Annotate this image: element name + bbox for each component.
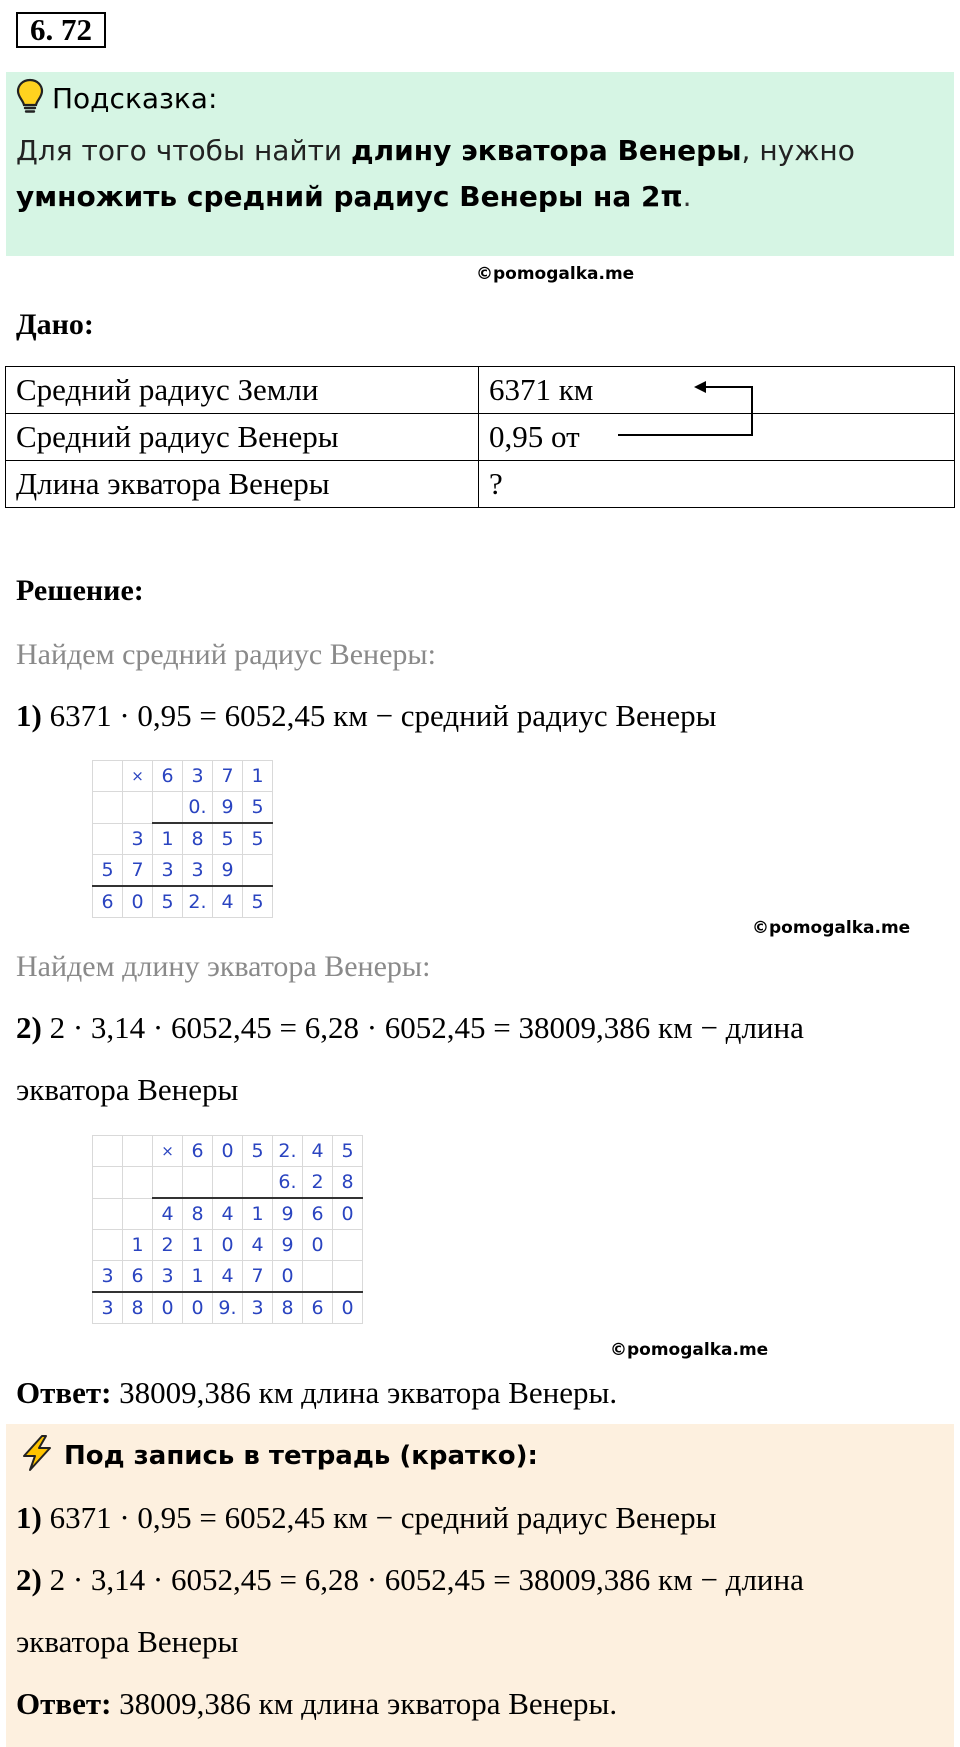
digit-cell [153,792,183,824]
digit-cell: 0 [213,1230,243,1261]
notebook-l1-text: 6371 · 0,95 = 6052,45 км − средний радиус Венеры [41,1500,717,1535]
digit-cell: 4 [153,1198,183,1230]
grid-row [93,1167,363,1199]
digit-cell [333,1261,363,1293]
given-table [5,366,955,508]
step2-num: 2) [16,1010,42,1045]
grid-row [93,855,273,887]
grid-row [93,761,273,792]
hint-part2: , нужно [741,134,855,167]
digit-cell: 7 [123,855,153,887]
digit-cell: 6 [183,1136,213,1167]
digit-cell: × [123,761,153,792]
digit-cell: 9 [273,1198,303,1230]
step1-text: 6371 · 0,95 = 6052,45 км − средний радиус Венеры [41,698,717,733]
grid-row [93,1198,363,1230]
notebook-line-1 [16,1500,716,1536]
digit-cell: 2 [303,1167,333,1199]
reference-arrow [610,375,770,440]
digit-cell: 2 [153,1230,183,1261]
digit-cell: 1 [123,1230,153,1261]
digit-cell: 6 [303,1198,333,1230]
digit-cell [93,1167,123,1199]
digit-cell: 5 [243,1136,273,1167]
digit-cell: 1 [243,1198,273,1230]
digit-cell: 3 [93,1292,123,1324]
notebook-line-2-cont: экватора Венеры [16,1624,239,1659]
given-heading: Дано: [16,308,94,341]
notebook-label: Под запись в тетрадь (кратко): [64,1441,538,1471]
digit-cell: 3 [93,1261,123,1293]
digit-cell: 2. [273,1136,303,1167]
digit-cell: 5 [213,823,243,855]
digit-cell: 1 [153,823,183,855]
digit-cell: 1 [183,1230,213,1261]
digit-cell: 3 [153,855,183,887]
digit-cell [93,761,123,792]
digit-cell: 9 [273,1230,303,1261]
digit-cell [153,1167,183,1199]
given-row [6,367,955,414]
digit-cell: 4 [243,1230,273,1261]
step1-intro: Найдем средний радиус Венеры: [16,638,436,671]
lightning-icon [18,1434,56,1472]
digit-cell [93,823,123,855]
digit-cell: 7 [243,1261,273,1293]
hint-label: Подсказка: [52,82,218,115]
digit-cell: 8 [333,1167,363,1199]
digit-cell: 8 [123,1292,153,1324]
digit-cell: 0 [333,1292,363,1324]
given-label: Длина экватора Венеры [6,461,479,508]
digit-cell: 3 [123,823,153,855]
notebook-title [18,1434,538,1476]
digit-cell: 0 [183,1292,213,1324]
digit-cell: 3 [183,761,213,792]
notebook-l2-text: 2 · 3,14 · 6052,45 = 6,28 · 6052,45 = 38009,386 км − длина [41,1562,804,1597]
digit-cell: 2. [183,886,213,918]
digit-cell [123,1167,153,1199]
digit-cell: 8 [273,1292,303,1324]
digit-cell: 6 [93,886,123,918]
notebook-answer-text: 38009,386 км длина экватора Венеры. [111,1686,618,1721]
step2-intro: Найдем длину экватора Венеры: [16,950,431,983]
given-label: Средний радиус Венеры [6,414,479,461]
grid-row [93,1136,363,1167]
digit-cell: 0. [183,792,213,824]
digit-cell: 0 [273,1261,303,1293]
digit-cell: 5 [243,823,273,855]
multiplication-grid-2 [92,1135,363,1324]
step1-line [16,698,716,734]
watermark: ©pomogalka.me [752,918,911,938]
notebook-answer [16,1686,617,1722]
digit-cell: 6 [123,1261,153,1293]
notebook-line-2 [16,1562,804,1598]
step1-num: 1) [16,698,42,733]
digit-cell [93,792,123,824]
notebook-l2-num: 2) [16,1562,42,1597]
digit-cell [123,1198,153,1230]
digit-cell: 4 [213,1261,243,1293]
given-value: 0,95 от [479,414,955,461]
grid-row [93,886,273,918]
watermark: ©pomogalka.me [476,264,635,284]
given-value: ? [479,461,955,508]
watermark: ©pomogalka.me [610,1340,769,1360]
digit-cell: 8 [183,1198,213,1230]
digit-cell: 0 [123,886,153,918]
grid-row [93,1292,363,1324]
hint-part3: . [682,180,692,213]
digit-cell: 9 [213,792,243,824]
notebook-l1-num: 1) [16,1500,42,1535]
digit-cell: 5 [243,886,273,918]
digit-cell [243,1167,273,1199]
answer-label: Ответ: [16,1375,112,1410]
digit-cell [123,792,153,824]
lightbulb-icon [16,78,44,116]
given-row [6,414,955,461]
digit-cell [93,1198,123,1230]
given-label: Средний радиус Земли [6,367,479,414]
multiplication-grid-1 [92,760,273,918]
grid-row [93,1261,363,1293]
digit-cell [123,1136,153,1167]
answer-line [16,1375,617,1411]
hint-title [16,78,217,120]
digit-cell: 6. [273,1167,303,1199]
hint-bold2: умножить средний радиус Венеры на 2π [16,180,683,213]
task-number: 6. 72 [16,12,106,48]
hint-bold1: длину экватора Венеры [351,134,742,167]
notebook-answer-label: Ответ: [16,1686,112,1721]
digit-cell [333,1230,363,1261]
digit-cell: 6 [303,1292,333,1324]
digit-cell: 7 [213,761,243,792]
digit-cell [213,1167,243,1199]
grid-row [93,792,273,824]
digit-cell: 0 [213,1136,243,1167]
digit-cell: 9 [213,855,243,887]
digit-cell: 4 [213,886,243,918]
digit-cell: 3 [243,1292,273,1324]
digit-cell: 4 [303,1136,333,1167]
digit-cell: 5 [333,1136,363,1167]
digit-cell: 1 [183,1261,213,1293]
digit-cell: 3 [183,855,213,887]
digit-cell: 1 [243,761,273,792]
digit-cell: 6 [153,761,183,792]
digit-cell [183,1167,213,1199]
step2-text: 2 · 3,14 · 6052,45 = 6,28 · 6052,45 = 38009,386 км − длина [41,1010,804,1045]
given-row [6,461,955,508]
given-value: 6371 км [479,367,955,414]
answer-text: 38009,386 км длина экватора Венеры. [111,1375,618,1410]
digit-cell: 5 [153,886,183,918]
step2-line [16,1010,804,1046]
digit-cell [303,1261,333,1293]
grid-row [93,1230,363,1261]
digit-cell [93,1230,123,1261]
digit-cell: 5 [93,855,123,887]
digit-cell: 4 [213,1198,243,1230]
hint-part1: Для того чтобы найти [16,134,352,167]
digit-cell: 5 [243,792,273,824]
digit-cell: 3 [153,1261,183,1293]
hint-text [16,128,916,220]
digit-cell: 0 [303,1230,333,1261]
solution-heading: Решение: [16,574,144,607]
digit-cell: 9. [213,1292,243,1324]
digit-cell [243,855,273,887]
digit-cell: 0 [333,1198,363,1230]
step2-line-cont: экватора Венеры [16,1072,239,1107]
digit-cell: 8 [183,823,213,855]
digit-cell: 0 [153,1292,183,1324]
digit-cell: × [153,1136,183,1167]
grid-row [93,823,273,855]
digit-cell [93,1136,123,1167]
